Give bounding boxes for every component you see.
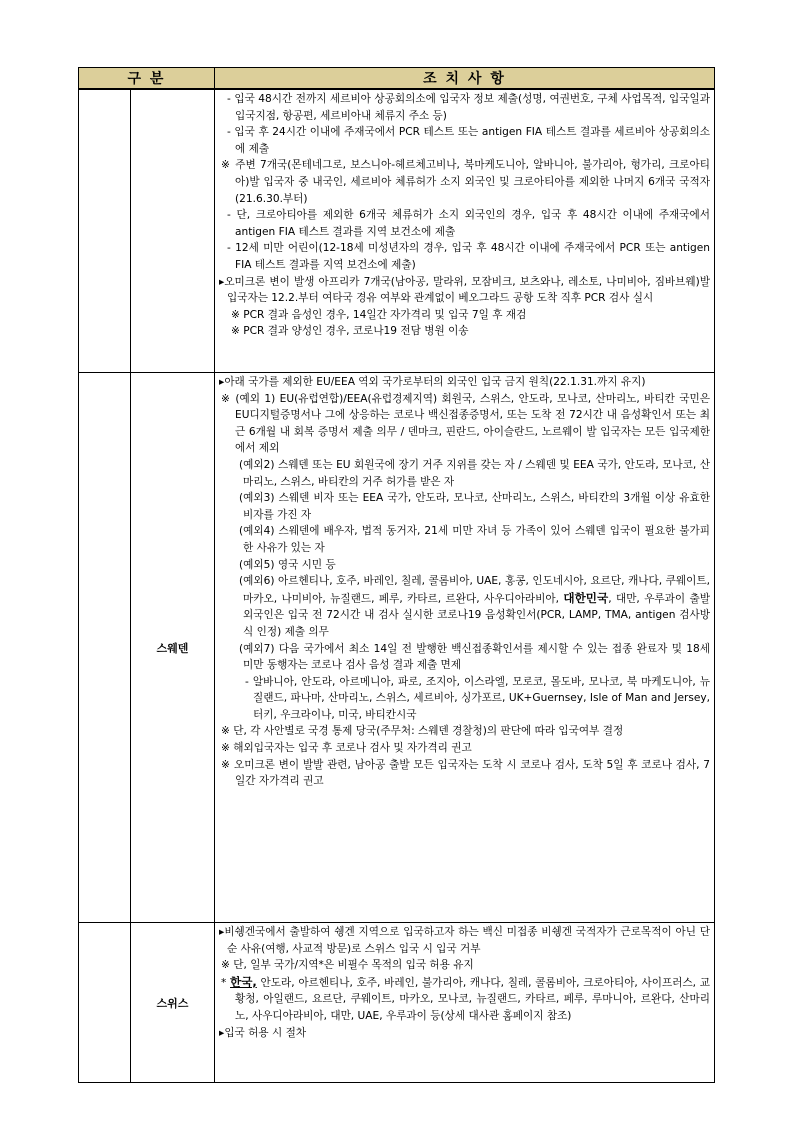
sweden-line <box>219 573 710 640</box>
country-label-sweden: 스웨덴 <box>131 373 215 923</box>
serbia-line: ※ 주변 7개국(몬테네그로, 보스니아-헤르체고비나, 북마케도니아, 알바니아, 불가리아, 헝가리, 크로아티아)발 입국자 중 내국인, 세르비아 체류허가 소지 외국인 및 크로아티아를 제외한 나머지 6개국 국적자(21.6.30.부터) <box>221 159 710 205</box>
serbia-measures <box>215 89 715 373</box>
region-cell <box>79 923 131 1083</box>
sweden-line: ▸아래 국가를 제외한 EU/EEA 역외 국가로부터의 외국인 입국 금지 원칙(22.1.31.까지 유지) <box>219 376 646 388</box>
swiss-line <box>219 974 710 1025</box>
serbia-line: ▸오미크론 변이 발생 아프리카 7개국(남아공, 말라위, 모잠비크, 보츠와나, 레소토, 나미비아, 짐바브웨)발 입국자는 12.2.부터 여타국 경유 여부와 관계없이 베오그라드 공항 도착 직후 PCR 검사 실시 <box>219 275 710 305</box>
table-row-sweden <box>79 373 715 923</box>
header-measures: 조 치 사 항 <box>215 68 715 90</box>
sweden-line: ※ 오미크론 변이 발발 관련, 남아공 출발 모든 입국자는 도착 시 코로나 검사, 도착 5일 후 코로나 검사, 7일간 자가격리 권고 <box>221 758 710 788</box>
sweden-line: - 알바니아, 안도라, 아르메니아, 파로, 조지아, 이스라엘, 모로코, 몰도바, 모나코, 북 마케도니아, 뉴질랜드, 파나마, 산마리노, 스위스, 세르비아, 싱가포르, UK+Guernsey, Isle of Man and Jersey, 터키, 우크라이나, 미국, 바티칸시국 <box>245 675 710 721</box>
measures-table <box>78 67 715 1083</box>
serbia-line: - 입국 후 24시간 이내에 주재국에서 PCR 테스트 또는 antigen FIA 테스트 결과를 세르비아 상공회의소에 제출 <box>227 126 710 155</box>
korea-highlight: 한국, <box>230 974 257 989</box>
swiss-line: ※ 단, 일부 국가/지역*은 비필수 목적의 입국 허용 유지 <box>221 959 474 972</box>
country-label-switzerland: 스위스 <box>131 923 215 1083</box>
sweden-line: (예외5) 영국 시민 등 <box>239 558 336 571</box>
region-cell <box>79 373 131 923</box>
sweden-line: (예외2) 스웨덴 또는 EU 회원국에 장기 거주 지위를 갖는 자 / 스웨덴 및 EEA 국가, 안도라, 모나코, 산마리노, 스위스, 바티칸의 거주 허가를 받은 자 <box>239 458 710 488</box>
sweden-measures <box>215 373 715 923</box>
serbia-line: - 12세 미만 어린이(12-18세 미성년자의 경우, 입국 후 48시간 이내에 주재국에서 PCR 또는 antigen FIA 테스트 결과를 지역 보건소에 제출) <box>227 242 710 271</box>
korea-highlight: 대한민국 <box>563 590 609 605</box>
country-cell-serbia <box>131 89 215 373</box>
footnote-mark: * <box>221 976 231 989</box>
footnote-text: 안도라, 아르헨티나, 호주, 바레인, 불가리아, 캐나다, 칠레, 콜롬비아, 크로아티아, 사이프러스, 교황청, 아일랜드, 요르단, 쿠웨이트, 마카오, 모나코, 뉴질랜드, 카타르, 페루, 루마니아, 르완다, 산마리노, 사우디아라비아, 대만, UAE, 우루과이 등(상세 대사관 홈페이지 참조) <box>235 976 710 1022</box>
table-row-switzerland <box>79 923 715 1083</box>
serbia-line: - 단, 크로아티아를 제외한 6개국 체류허가 소지 외국인의 경우, 입국 후 48시간 이내에 주재국에서 antigen FIA 테스트 결과를 지역 보건소에 제출 <box>227 209 710 238</box>
sweden-line: ※ 단, 각 사안별로 국경 통제 당국(주무처: 스웨덴 경찰청)의 판단에 따라 입국여부 결정 <box>221 725 624 738</box>
sweden-line: (예외7) 다음 국가에서 최소 14일 전 발행한 백신접종확인서를 제시할 수 있는 접종 완료자 및 18세 미만 동행자는 코로나 검사 음성 결과 제출 면제 <box>239 642 710 672</box>
swiss-line: ▸비쉥겐국에서 출발하여 쉥겐 지역으로 입국하고자 하는 백신 미접종 비쉥겐 국적자가 근로목적이 아닌 단순 사유(여행, 사교적 방문)로 스위스 입국 시 입국 거부 <box>219 926 710 955</box>
sweden-line: ※ (예외 1) EU(유럽연합)/EEA(유럽경제지역) 회원국, 스위스, 안도라, 모나코, 산마리노, 바티칸 국민은 EU디지털증명서나 그에 상응하는 코로나 백신접종증명서, 또는 도착 전 72시간 내 음성확인서 또는 최근 6개월 내 회복 증명서 제출 의무 / 덴마크, 핀란드, 아이슬란드, 노르웨이 발 입국자는 모든 입국제한에서 제외 <box>221 392 710 455</box>
switzerland-measures <box>215 923 715 1083</box>
sweden-line: (예외4) 스웨덴에 배우자, 법적 동거자, 21세 미만 자녀 등 가족이 있어 스웨덴 입국이 필요한 불가피한 사유가 있는 자 <box>239 525 710 554</box>
exception6-text-rest: , 대만, 우루과이 출발 외국인은 입국 전 72시간 내 검사 실시한 코로나19 음성확인서(PCR, LAMP, TMA, antigen 검사방식 인정) 제출 의무 <box>243 592 710 638</box>
table-header-row <box>79 68 715 90</box>
serbia-line: ※ PCR 결과 음성인 경우, 14일간 자가격리 및 입국 7일 후 재검 <box>231 308 527 321</box>
serbia-line: - 입국 48시간 전까지 세르비아 상공회의소에 입국자 정보 제출(성명, 여권번호, 구체 사업목적, 입국일과 입국지점, 항공편, 세르비아내 체류지 주소 등) <box>227 93 710 122</box>
swiss-line: ▸입국 허용 시 절차 <box>219 1026 307 1039</box>
region-cell <box>79 89 131 373</box>
exception6-text: (예외6) 아르헨티나, 호주, 바레인, 칠레, 콜롬비아, UAE, 홍콩, 인도네시아, 요르단, 캐나다, 쿠웨이트, 마카오, 나미비아, 뉴질랜드, 페루, 카타르, 르완다, 사우디아라비아, <box>239 575 710 605</box>
sweden-line: ※ 해외입국자는 입국 후 코로나 검사 및 자가격리 권고 <box>221 742 472 755</box>
sweden-line: (예외3) 스웨덴 비자 또는 EEA 국가, 안도라, 모나코, 산마리노, 스위스, 바티칸의 3개월 이상 유효한 비자를 가진 자 <box>239 492 710 521</box>
header-category: 구 분 <box>79 68 215 90</box>
table-row-serbia <box>79 89 715 373</box>
serbia-line: ※ PCR 결과 양성인 경우, 코로나19 전담 병원 이송 <box>231 325 469 338</box>
